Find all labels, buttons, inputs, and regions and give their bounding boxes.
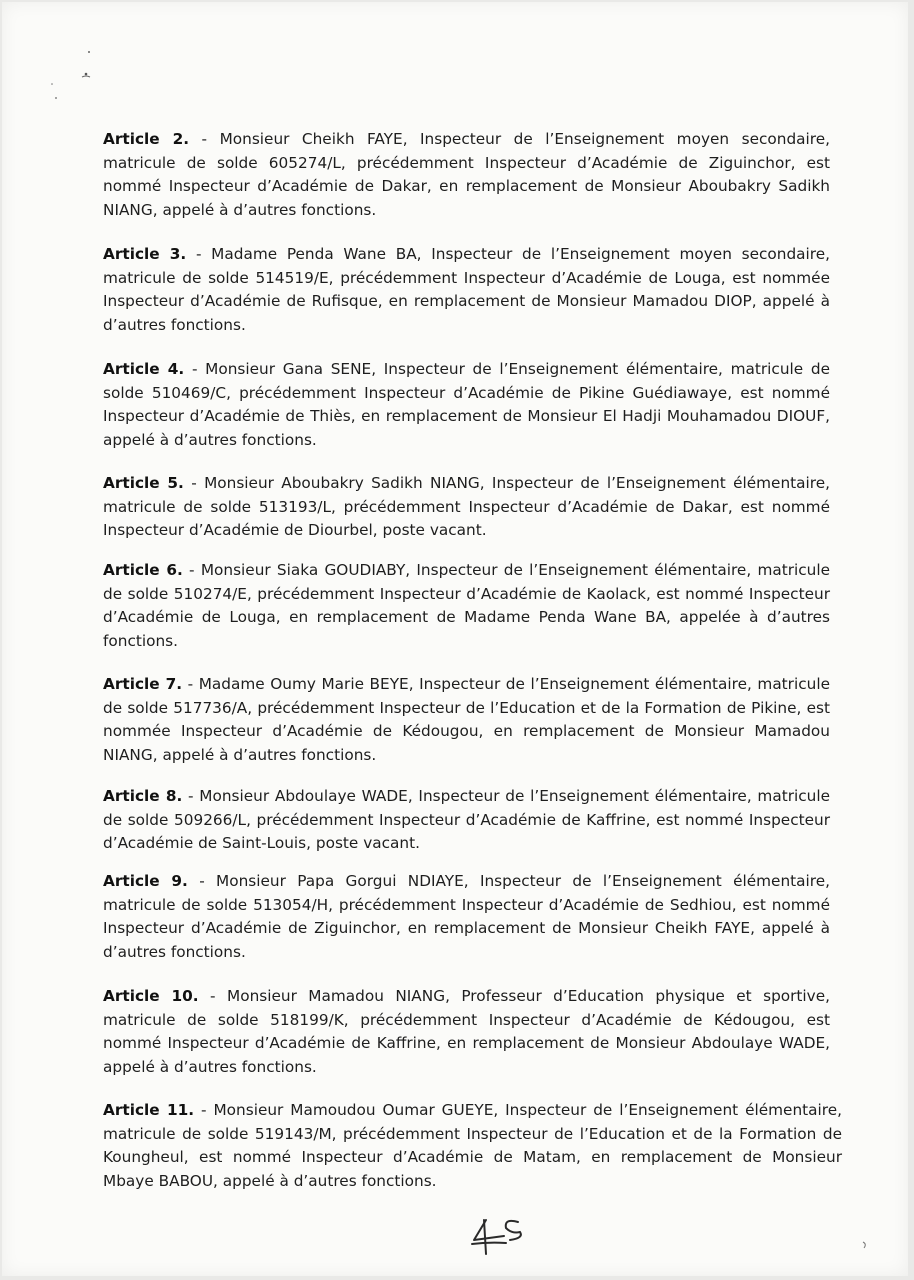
article-6-label: Article 6. [103,561,183,579]
article-8-separator: - [182,787,200,805]
article-3-text: Madame Penda Wane BA, Inspecteur de l’Enseignement moyen secondaire, matricule de solde 514519/E, précédemment Inspecteur d’Académie de Louga, est nommée Inspecteur d’Académie de Rufisque, en remplacement de Monsieur Mamadou DIOP, appelé à d’autres fonctions. [103,245,831,334]
article-3-separator: - [186,245,212,263]
article-5-text: Monsieur Aboubakry Sadikh NIANG, Inspecteur de l’Enseignement élémentaire, matricule de solde 513193/L, précédemment Inspecteur d’Académie de Dakar, est nommé Inspecteur d’Académie de Diourbel, poste vacant. [103,474,830,540]
article-2-label: Article 2. [103,130,190,148]
article-9-label: Article 9. [103,872,188,890]
article-11-label: Article 11. [103,1101,195,1119]
article-11 [103,1099,842,1193]
article-8-text: Monsieur Abdoulaye WADE, Inspecteur de l’Enseignement élémentaire, matricule de solde 509266/L, précédemment Inspecteur d’Académie de Kaffrine, est nommé Inspecteur d’Académie de Saint-Louis, poste vacant. [103,787,831,853]
article-3 [103,243,830,337]
article-6-separator: - [182,561,201,579]
scan-specks [46,46,106,106]
handwritten-initials [468,1214,528,1258]
article-2-separator: - [189,130,220,148]
article-10 [103,985,830,1079]
article-9-separator: - [187,872,217,890]
article-4 [103,358,830,452]
article-2-text: Monsieur Cheikh FAYE, Inspecteur de l’Enseignement moyen secondaire, matricule de solde 605274/L, précédemment Inspecteur d’Académie de Ziguinchor, est nommé Inspecteur d’Académie de Dakar, en remplacement de Monsieur Aboubakry Sadikh NIANG, appelé à d’autres fonctions. [103,130,830,219]
article-3-label: Article 3. [103,245,187,263]
article-6-text: Monsieur Siaka GOUDIABY, Inspecteur de l’Enseignement élémentaire, matricule de solde 510274/E, précédemment Inspecteur d’Académie de Kaolack, est nommé Inspecteur d’Académie de Louga, en remplacement de Madame Penda Wane BA, appelée à d’autres fonctions. [103,561,831,650]
article-10-separator: - [198,987,228,1005]
article-4-separator: - [184,360,206,378]
article-7-text: Madame Oumy Marie BEYE, Inspecteur de l’Enseignement élémentaire, matricule de solde 517736/A, précédemment Inspecteur de l’Education et de la Formation de Pikine, est nommée Inspecteur d’Académie de Kédougou, en remplacement de Monsieur Mamadou NIANG, appelé à d’autres fonctions. [103,675,830,764]
article-11-separator: - [194,1101,214,1119]
article-5-separator: - [183,474,205,492]
scan-speck-corner [860,1240,870,1250]
article-2 [103,128,830,222]
article-6 [103,559,830,653]
article-10-text: Monsieur Mamadou NIANG, Professeur d’Education physique et sportive, matricule de solde 518199/K, précédemment Inspecteur d’Académie de Kédougou, est nommé Inspecteur d’Académie de Kaffrine, en remplacement de Monsieur Abdoulaye WADE, appelé à d’autres fonctions. [103,987,830,1076]
article-9 [103,870,830,964]
article-8-label: Article 8. [103,787,183,805]
article-4-text: Monsieur Gana SENE, Inspecteur de l’Enseignement élémentaire, matricule de solde 510469/C, précédemment Inspecteur d’Académie de Pikine Guédiawaye, est nommé Inspecteur d’Académie de Thiès, en remplacement de Monsieur El Hadji Mouhamadou DIOUF, appelé à d’autres fonctions. [103,360,831,449]
article-7 [103,673,830,767]
article-9-text: Monsieur Papa Gorgui NDIAYE, Inspecteur de l’Enseignement élémentaire, matricule de solde 513054/H, précédemment Inspecteur d’Académie de Sedhiou, est nommé Inspecteur d’Académie de Ziguinchor, en remplacement de Monsieur Cheikh FAYE, appelé à d’autres fonctions. [103,872,831,961]
article-7-separator: - [182,675,199,693]
document-page [2,2,908,1276]
article-10-label: Article 10. [103,987,199,1005]
article-7-label: Article 7. [103,675,183,693]
article-8 [103,785,830,856]
article-11-text: Monsieur Mamoudou Oumar GUEYE, Inspecteur de l’Enseignement élémentaire, matricule de solde 519143/M, précédemment Inspecteur de l’Education et de la Formation de Koungheul, est nommé Inspecteur d’Académie de Matam, en remplacement de Monsieur Mbaye BABOU, appelé à d’autres fonctions. [103,1101,842,1190]
article-4-label: Article 4. [103,360,185,378]
article-5 [103,472,830,543]
article-5-label: Article 5. [103,474,184,492]
